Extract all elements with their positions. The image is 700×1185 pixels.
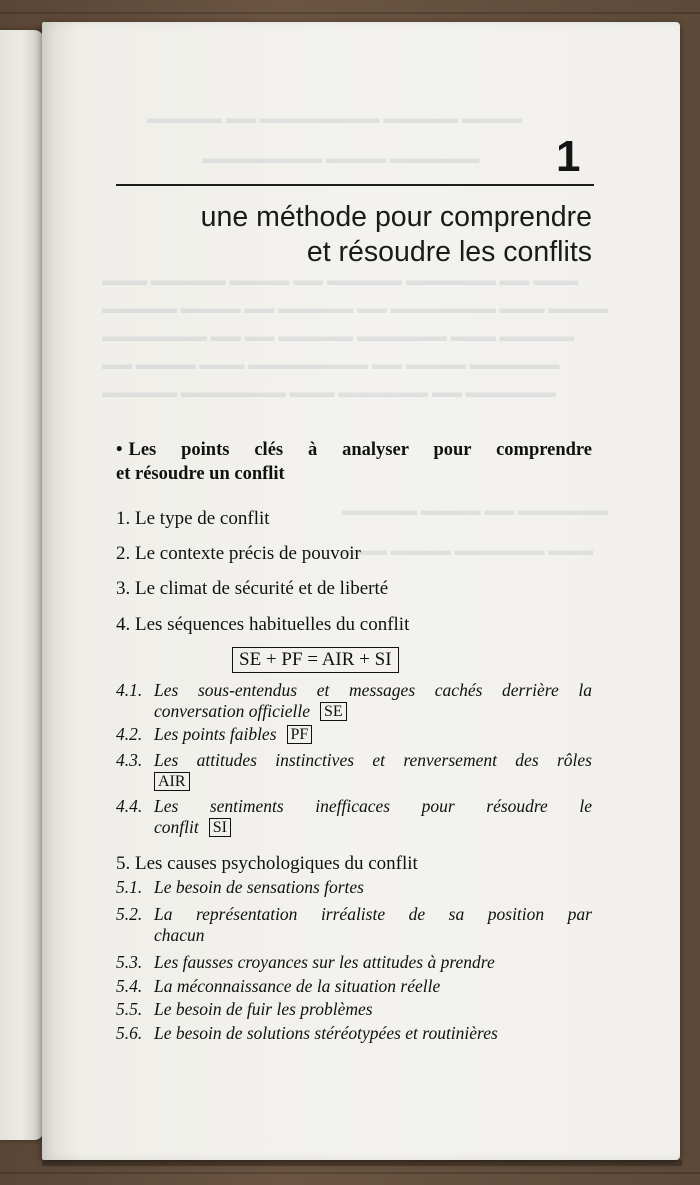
list-item xyxy=(116,613,409,637)
wood-grain xyxy=(0,1172,700,1174)
bleed-through: ▬▬▬▬ ▬▬▬ ▬▬▬▬▬▬▬ ▬▬ ▬▬▬▬▬ ▬▬ ▬▬▬▬ ▬▬▬▬▬ xyxy=(102,301,609,317)
sub-item-number: 4.3. xyxy=(116,750,143,770)
item-text: Le climat de sécurité et de liberté xyxy=(135,578,389,599)
sub-item-number: 5.5. xyxy=(116,999,143,1019)
sub-item-number: 5.1. xyxy=(116,877,143,897)
wood-grain xyxy=(0,12,700,14)
sub-item-number: 4.1. xyxy=(116,680,143,700)
sub-item-text: conversation officielle xyxy=(154,701,310,721)
tag-box: SE xyxy=(320,702,347,721)
item-text: Les séquences habituelles du conflit xyxy=(135,614,410,635)
sub-item-text: conflit xyxy=(154,817,199,837)
sub-item-text: Les sous-entendus et messages cachés derrière la xyxy=(154,680,592,700)
sub-item-number: 5.2. xyxy=(116,904,143,924)
bleed-through: ▬▬▬▬▬▬ ▬▬ ▬▬▬▬▬▬ ▬▬▬ ▬▬▬▬▬▬▬ ▬▬▬▬▬ xyxy=(102,385,556,401)
item-number: 3. xyxy=(116,578,131,599)
tag-box: AIR xyxy=(154,772,190,791)
bleed-through: ▬▬▬ ▬▬▬▬▬▬ ▬▬▬▬ ▬▬▬ xyxy=(342,543,594,559)
sub-item xyxy=(116,877,592,898)
list-item xyxy=(116,542,361,566)
sub-item-number: 5.3. xyxy=(116,952,143,972)
sub-item-number: 4.2. xyxy=(116,724,143,744)
item-number: 2. xyxy=(116,543,131,564)
sub-item-text: Le besoin de solutions stéréotypées et routinières xyxy=(154,1023,498,1043)
heading-line: Les points clés à analyser pour comprendre xyxy=(128,440,592,460)
sub-item-text: Les attitudes instinctives et renversement des rôles xyxy=(154,750,592,770)
sub-item xyxy=(116,952,592,973)
section-heading xyxy=(116,438,592,486)
list-item xyxy=(116,852,418,876)
sub-item xyxy=(116,1023,592,1044)
sub-item-text: Le besoin de sensations fortes xyxy=(154,877,364,897)
item-number: 4. xyxy=(116,614,131,635)
bullet: • xyxy=(116,440,123,460)
item-text: Les causes psychologiques du conflit xyxy=(135,853,418,874)
heading-line: et résoudre un conflit xyxy=(116,464,285,484)
sub-item-number: 4.4. xyxy=(116,796,143,816)
bleed-through: ▬▬▬▬▬▬ ▬▬ ▬▬▬▬ ▬▬▬▬▬ xyxy=(342,503,609,519)
bleed-through: ▬▬▬▬▬▬ ▬▬▬▬ ▬▬ ▬▬▬▬▬▬▬▬ ▬▬▬ ▬▬▬▬ ▬▬ xyxy=(102,357,560,373)
bleed-through: ▬▬▬▬ ▬▬▬▬▬ ▬▬▬▬▬▬▬▬ ▬▬ ▬▬▬▬▬ xyxy=(147,111,522,127)
sub-item xyxy=(116,796,592,838)
sub-item xyxy=(116,999,592,1020)
sub-item xyxy=(116,904,592,946)
formula-box: SE + PF = AIR + SI xyxy=(232,647,399,673)
item-text: Le type de conflit xyxy=(135,508,270,529)
sub-item xyxy=(116,724,592,745)
item-number: 5. xyxy=(116,853,131,874)
bleed-through: ▬▬▬▬▬▬ ▬▬▬▬ ▬▬▬▬▬▬▬▬ xyxy=(202,151,480,167)
list-item xyxy=(116,577,388,601)
sub-item-number: 5.4. xyxy=(116,976,143,996)
sub-item-text: chacun xyxy=(154,925,205,945)
sub-item xyxy=(116,680,592,722)
sub-item-text: Les points faibles xyxy=(154,724,277,744)
item-text: Le contexte précis de pouvoir xyxy=(135,543,361,564)
sub-item xyxy=(116,750,592,792)
sub-item xyxy=(116,976,592,997)
sub-item-text: La méconnaissance de la situation réelle xyxy=(154,976,441,996)
item-number: 1. xyxy=(116,508,131,529)
chapter-title-line: et résoudre les conflits xyxy=(306,236,592,268)
bleed-through: ▬▬▬ ▬▬ ▬▬▬▬▬▬ ▬▬▬▬▬ ▬▬ ▬▬▬▬ ▬▬▬▬▬ ▬▬▬ xyxy=(102,273,579,289)
sub-item-text: La représentation irréaliste de sa position par xyxy=(154,904,592,924)
tag-box: PF xyxy=(287,725,313,744)
chapter-title xyxy=(201,200,592,270)
chapter-rule xyxy=(116,184,594,186)
sub-item-text: Les fausses croyances sur les attitudes à prendre xyxy=(154,952,495,972)
bleed-through: ▬▬▬▬▬ ▬▬▬ ▬▬▬▬▬▬ ▬▬▬▬▬ ▬▬ ▬▬ ▬▬▬▬▬▬▬ xyxy=(102,329,575,345)
list-item xyxy=(116,507,270,531)
tag-box: SI xyxy=(209,818,231,837)
sub-item-number: 5.6. xyxy=(116,1023,143,1043)
sub-item-text: Le besoin de fuir les problèmes xyxy=(154,999,373,1019)
page-shadow xyxy=(42,1160,682,1166)
chapter-number: 1 xyxy=(556,132,581,181)
chapter-title-line: une méthode pour comprendre xyxy=(200,201,592,233)
left-page-edge xyxy=(0,30,44,1140)
sub-item-text: Les sentiments inefficaces pour résoudre le xyxy=(154,796,592,816)
